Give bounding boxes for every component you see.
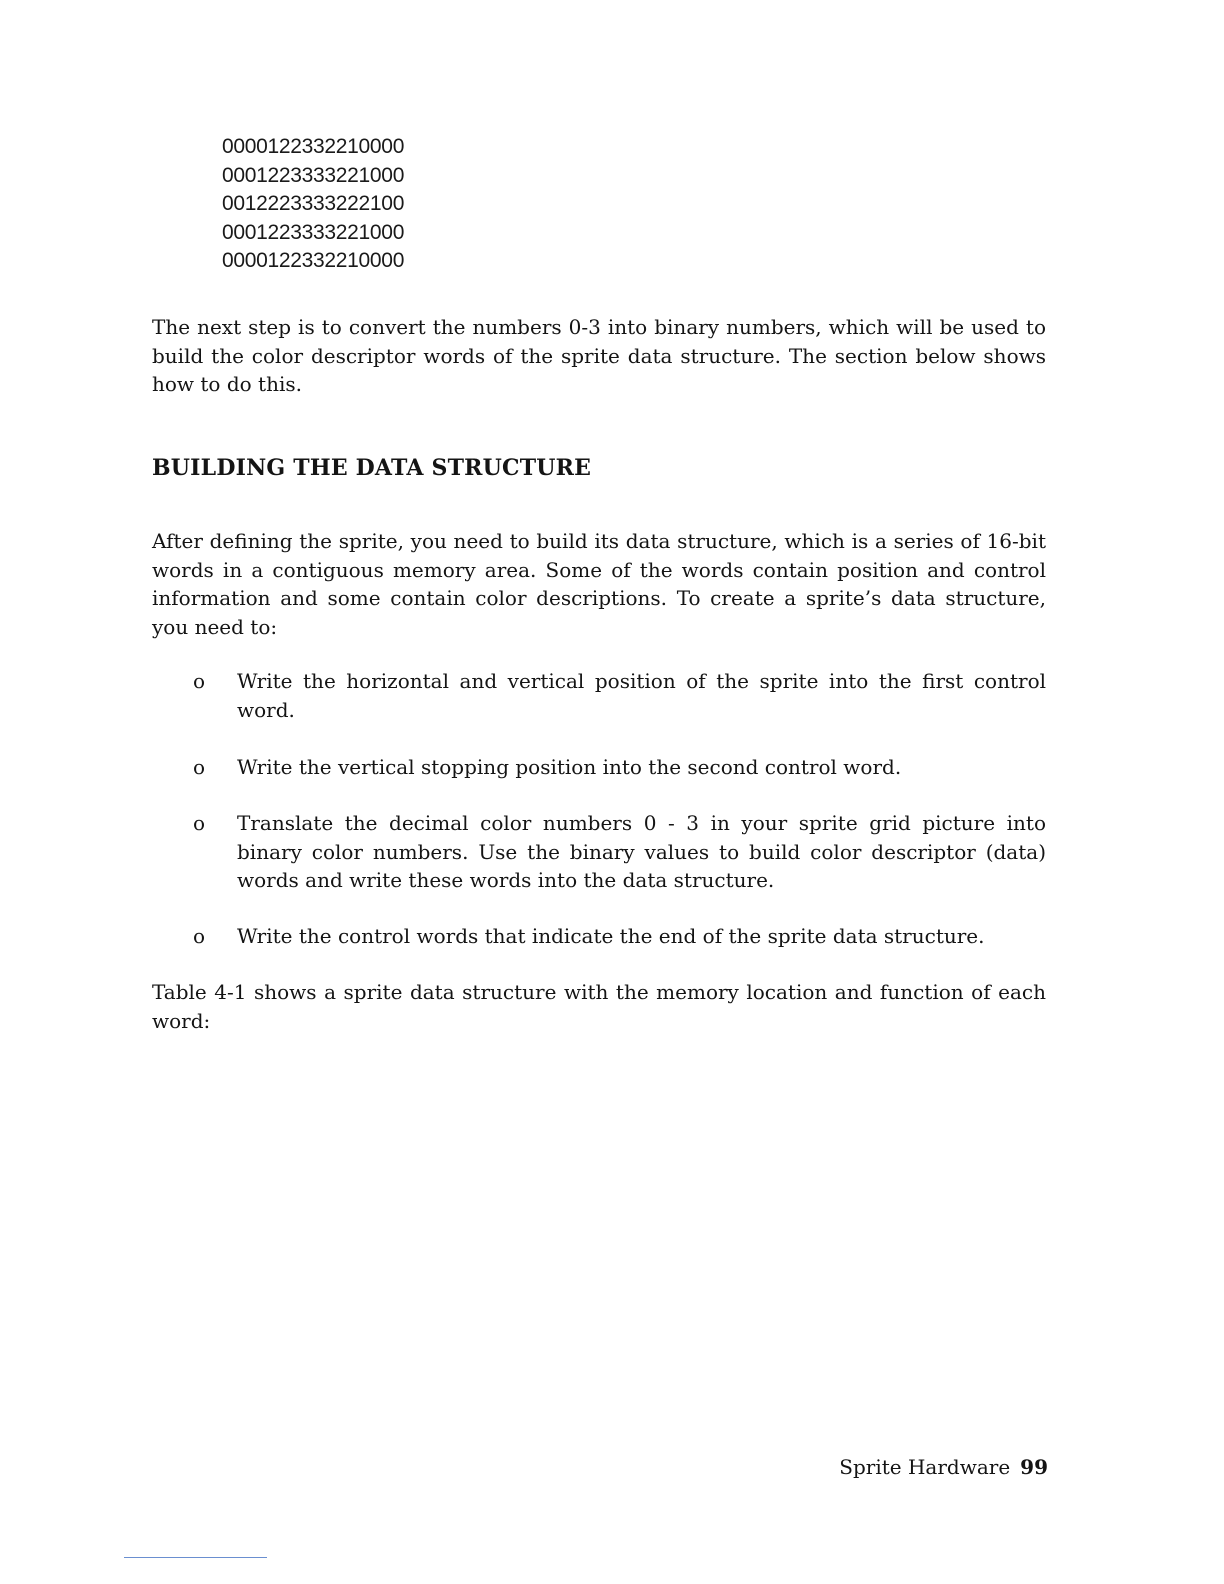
footer-page-number: 99 bbox=[1020, 1455, 1048, 1479]
body-paragraph: After defining the sprite, you need to build its data structure, which is a series of 16-bit words in a contiguous memory area. Some of the words contain position and control information and some contain color descriptions. To create a sprite’s data structure, you need to: bbox=[152, 529, 1046, 639]
page-footer bbox=[839, 1453, 1048, 1481]
sprite-grid-row: 0000122332210000 bbox=[222, 249, 405, 272]
bullet-marker: o bbox=[193, 811, 206, 835]
bullet-marker: o bbox=[193, 924, 206, 948]
section-heading: BUILDING THE DATA STRUCTURE bbox=[152, 455, 592, 481]
footer-chapter-title: Sprite Hardware bbox=[839, 1455, 1011, 1479]
list-item-text: Write the vertical stopping position into the second control word. bbox=[237, 755, 902, 779]
sprite-grid-block bbox=[222, 133, 404, 276]
sprite-grid-row: 0000122332210000 bbox=[222, 135, 405, 158]
bottom-rule bbox=[124, 1557, 267, 1558]
intro-paragraph: The next step is to convert the numbers 0-3 into binary numbers, which will be used to build the color descriptor words of the sprite data structure. The section below shows how to do this. bbox=[152, 315, 1046, 396]
sprite-grid-row: 0001223333221000 bbox=[222, 163, 405, 187]
bullet-marker: o bbox=[193, 755, 206, 779]
sprite-grid-row: 0001223333221000 bbox=[222, 220, 405, 244]
sprite-grid-row: 0012223333222100 bbox=[222, 192, 405, 215]
closing-paragraph: Table 4-1 shows a sprite data structure with the memory location and function of each word: bbox=[152, 980, 1046, 1033]
list-item-text: Write the control words that indicate the end of the sprite data structure. bbox=[237, 924, 985, 948]
list-item-text: Translate the decimal color numbers 0 - 3 in your sprite grid picture into binary color numbers. Use the binary values to build color descriptor (data) words and write these words into the data structure. bbox=[237, 811, 1046, 892]
bullet-marker: o bbox=[193, 669, 206, 693]
list-item-text: Write the horizontal and vertical position of the sprite into the first control word. bbox=[237, 669, 1046, 722]
